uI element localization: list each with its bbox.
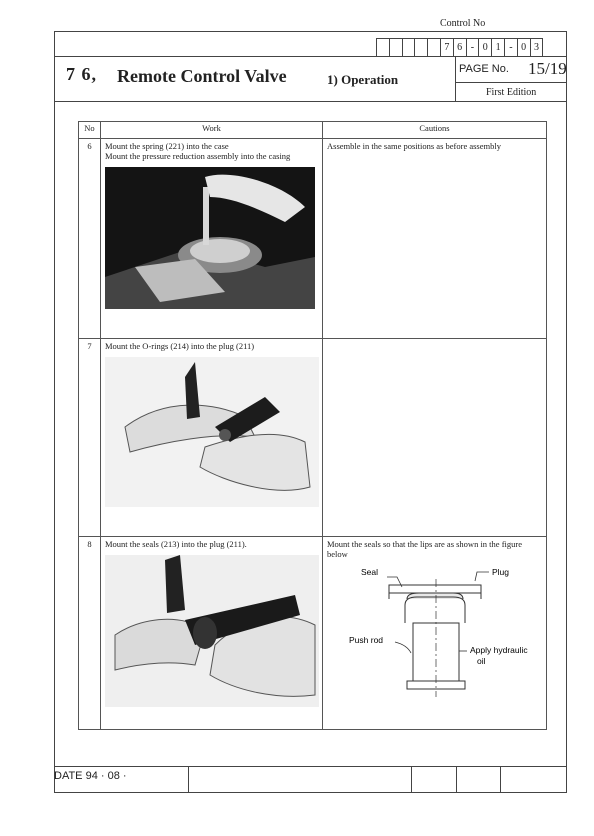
page-number: 15/19 bbox=[528, 59, 567, 78]
footer-divider bbox=[456, 766, 457, 792]
control-cell: 1 bbox=[492, 39, 505, 56]
table-row bbox=[79, 339, 547, 537]
work-text: Mount the seals (213) into the plug (211). bbox=[105, 539, 247, 549]
title-bottom-line bbox=[54, 101, 567, 102]
page-top-border bbox=[54, 31, 567, 32]
table-header-row bbox=[79, 122, 547, 139]
footer-divider bbox=[500, 766, 501, 792]
plug-label: Plug bbox=[492, 567, 510, 577]
row-number: 7 bbox=[79, 339, 101, 537]
page-left-border bbox=[54, 31, 55, 793]
apply-oil-label: Apply hydraulic bbox=[470, 645, 528, 655]
section-number: 7 6, bbox=[66, 64, 97, 84]
page-subtitle: 1) Operation bbox=[327, 72, 399, 87]
page-title: Remote Control Valve bbox=[117, 66, 287, 86]
control-cell bbox=[415, 39, 428, 56]
caution-cell bbox=[323, 537, 547, 730]
control-cell: 3 bbox=[531, 39, 544, 56]
row-number: 8 bbox=[79, 537, 101, 730]
caution-text: Mount the seals so that the lips are as shown in the figure below bbox=[327, 539, 522, 559]
footer-divider bbox=[188, 766, 189, 792]
apply-oil-label-2: oil bbox=[477, 656, 486, 666]
edition-label: First Edition bbox=[486, 87, 537, 98]
caution-cell: Assemble in the same positions as before assembly bbox=[323, 139, 547, 339]
page-box-left bbox=[455, 56, 456, 101]
date-label: DATE 94 · 08 · bbox=[54, 770, 127, 782]
page-right-border bbox=[566, 31, 567, 793]
caution-cell bbox=[323, 339, 547, 537]
seal-label: Seal bbox=[361, 567, 379, 577]
header-no: No bbox=[79, 122, 101, 139]
table-row bbox=[79, 139, 547, 339]
work-cell bbox=[101, 537, 323, 730]
page-no-label: PAGE No. bbox=[459, 63, 509, 75]
push-rod-label: Push rod bbox=[349, 635, 384, 645]
work-cell bbox=[101, 339, 323, 537]
work-text: Mount the spring (221) into the case bbox=[105, 141, 229, 151]
control-cell bbox=[403, 39, 416, 56]
control-cell: 6 bbox=[454, 39, 467, 56]
control-no-label: Control No bbox=[440, 18, 486, 29]
work-text: Mount the pressure reduction assembly into the casing bbox=[105, 151, 291, 161]
photo-oring-mounting bbox=[105, 357, 319, 507]
footer-top-line bbox=[54, 766, 567, 767]
footer-bottom-line bbox=[54, 792, 567, 793]
procedure-table bbox=[78, 121, 547, 730]
photo-spring-assembly bbox=[105, 167, 315, 309]
control-cell bbox=[428, 39, 441, 56]
control-cell: 0 bbox=[518, 39, 531, 56]
header-cautions: Cautions bbox=[323, 122, 547, 139]
control-number-cells bbox=[376, 38, 543, 57]
control-cell: 7 bbox=[441, 39, 454, 56]
page-box-divider bbox=[455, 82, 567, 83]
control-cell bbox=[390, 39, 403, 56]
control-cell: - bbox=[505, 39, 518, 56]
control-cell: - bbox=[467, 39, 480, 56]
row-number: 6 bbox=[79, 139, 101, 339]
footer-divider bbox=[411, 766, 412, 792]
work-cell bbox=[101, 139, 323, 339]
photo-seal-mounting bbox=[105, 555, 319, 707]
control-cell: 0 bbox=[479, 39, 492, 56]
seal-diagram bbox=[327, 563, 528, 703]
table-row bbox=[79, 537, 547, 730]
header-work: Work bbox=[101, 122, 323, 139]
control-cell bbox=[377, 39, 390, 56]
work-text: Mount the O-rings (214) into the plug (211) bbox=[105, 341, 255, 351]
